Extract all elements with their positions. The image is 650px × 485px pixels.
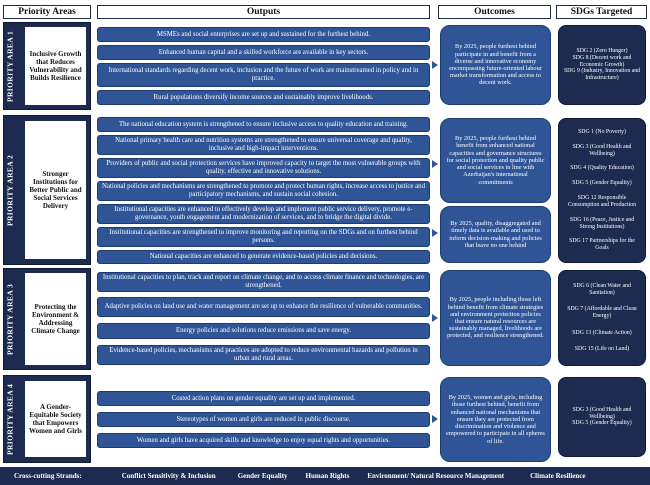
area-1-output-3: International standards regarding decent work, inclusion and the future of work are mainstreamed in policy and in practice.	[97, 63, 430, 87]
area-4-output-1: Costed action plans on gender equality are set up and implemented.	[97, 391, 430, 406]
area-2-output-1: The national education system is strengthened to ensure inclusive access to quality education and training.	[97, 117, 430, 132]
area-2-sdg-5: SDG 12 Responsible Consumption and Production	[568, 194, 636, 208]
area-3-output-1: Institutional capacities to plan, track and report on climate change, and to access climate finance and technologies, are strengthened.	[97, 272, 430, 292]
area-4-output-2: Stereotypes of women and girls are reduced in public discourse.	[97, 412, 430, 427]
area-3-output-2: Adaptive policies on land use and water management are set up to enhance the resilience of vulnerable communities.	[97, 297, 430, 317]
footer-item-conflict: Conflict Sensitivity & Inclusion	[121, 472, 216, 480]
priority-area-3-title: Protecting the Environment & Addressing Climate Change	[24, 272, 87, 366]
area-3-arrow	[432, 314, 438, 322]
area-2-output-7: National capacities are enhanced to generate evidence-based policies and decisions.	[97, 250, 430, 264]
header-sdgs: SDGs Targeted	[556, 5, 647, 19]
footer-item-climate: Climate Resilience	[530, 472, 586, 480]
area-2-arrow-1	[432, 160, 438, 168]
area-3-sdg-3: SDG 13 (Climate Action)	[572, 329, 632, 336]
area-3-sdgs	[558, 270, 646, 366]
area-2-output-2: National primary health care and nutrition systems are strengthened to ensure universal coverage and quality, inclusive and high-impact interventions.	[97, 135, 430, 155]
area-4-outcome-1: By 2025, women and girls, including those furthest behind, benefit from enhanced national mechanisms that ensure they are protected from discrimination and violence and empowered to participate in all spheres of life.	[440, 377, 551, 462]
area-2-sdg-6: SDG 16 (Peace, Justice and Strong Institutions)	[569, 216, 635, 230]
area-4-sdg-2: SDG 5 (Gender Equality)	[572, 420, 632, 427]
header-priority-areas: Priority Areas	[3, 5, 91, 19]
area-1-sdg-2: SDG 8 (Decent work and Economic Growth)	[572, 54, 632, 68]
area-3-output-3: Energy policies and solutions reduce emissions and save energy.	[97, 323, 430, 339]
area-4-sdg-1: SDG 3 (Good Health and Wellbeing)	[572, 406, 632, 420]
area-4-output-3: Women and girls have acquired skills and knowledge to enjoy equal rights and opportunities.	[97, 433, 430, 448]
area-1-output-4: Rural populations diversify income sources and sustainably improve livelihoods.	[97, 90, 430, 105]
area-3-sdg-4: SDG 15 (Life on Land)	[574, 346, 630, 353]
area-2-sdg-7: SDG 17 Partnerships for the Goals	[569, 238, 635, 252]
area-2-output-4: National policies and mechanisms are strengthened to promote and protect human rights, increase access to justice and participatory mechanisms, and sustain social cohesion.	[97, 181, 430, 201]
header-outcomes: Outcomes	[438, 5, 551, 19]
area-3-sdg-1: SDG 6 (Clean Water and Sanitation)	[573, 282, 631, 296]
footer-item-gender: Gender Equality	[237, 472, 288, 480]
header-outputs: Outputs	[97, 5, 430, 19]
priority-area-4-title: A Gender-Equitable Society that Empowers Women and Girls	[24, 380, 87, 458]
area-2-sdg-3: SDG 4 (Quality Education)	[570, 165, 634, 172]
area-2-sdg-1: SDG 1 (No Poverty)	[578, 128, 626, 135]
area-4-arrow	[432, 415, 438, 423]
area-1-output-2: Enhanced human capital and a skilled workforce are available in key sectors.	[97, 45, 430, 60]
priority-area-1-title: Inclusive Growth that Reduces Vulnerability and Builds Resilience	[24, 26, 87, 106]
area-1-sdg-3: SDG 9 (Industry, Innovation and Infrastructure)	[563, 68, 641, 82]
area-2-sdg-2: SDG 3 (Good Health and Wellbeing)	[572, 143, 632, 157]
cross-cutting-strands-bar	[0, 467, 650, 485]
area-2-outcome-1: By 2025, people furthest behind benefit from enhanced national capacities and governance structures for social protection and quality public and social services in line with Azerbaijan's international commitments	[440, 118, 551, 203]
priority-area-3-label: PRIORITY AREA 3	[5, 283, 15, 355]
area-2-output-3: Providers of public and social protection services have improved capacity to target the most vulnerable groups with quality, effective and innovative solutions.	[97, 158, 430, 178]
area-1-outcome-1: By 2025, people furthest behind participate in and benefit from a diverse and innovative economy encompassing future-oriented labour market transformation and access to decent work.	[440, 25, 551, 105]
area-2-arrow-2	[432, 229, 438, 237]
area-1-output-1: MSMEs and social enterprises are set up and sustained for the furthest behind.	[97, 27, 430, 42]
area-3-output-4: Evidence-based policies, mechanisms and practices are adopted to reduce environmental hazards and pollution in urban and rural areas.	[97, 345, 430, 365]
area-1-sdg-1: SDG 2 (Zero Hunger)	[576, 47, 628, 54]
area-4-sdgs	[558, 377, 646, 457]
area-3-sdg-2: SDG 7 (Affordable and Clean Energy)	[567, 306, 637, 320]
area-2-output-6: Institutional capacities are strengthened to improve monitoring and reporting on the SDGs and on furthest behind persons.	[97, 227, 430, 247]
footer-item-human-rights: Human Rights	[305, 472, 350, 480]
footer-label: Cross-cutting Strands:	[14, 472, 82, 480]
area-2-sdgs	[558, 118, 646, 263]
footer-item-environment: Environment/ Natural Resource Management	[367, 472, 505, 480]
priority-area-2-title: Stronger Institutions for Better Public and Social Services Delivery	[24, 120, 87, 260]
area-2-output-5: Institutional capacities are enhanced to effectively develop and implement public service delivery, promote e-governance, youth engagement and modernization of services, and to bridge the digital divide.	[97, 204, 430, 224]
area-2-sdg-4: SDG 5 (Gender Equality)	[572, 180, 632, 187]
area-1-arrow	[432, 61, 438, 69]
priority-area-1-label: PRIORITY AREA 1	[5, 30, 15, 102]
priority-area-2-label: PRIORITY AREA 2	[5, 154, 15, 226]
area-2-outcome-2: By 2025, quality, disaggregated and timely data is available and used to inform decision-making and policies that leave no one behind	[440, 206, 551, 263]
area-3-outcome-1: By 2025, people including those left behind benefit from climate strategies and environment protection policies that ensure natural resources are sustainably managed, livelihoods are protected, and resilience strengthened.	[440, 270, 551, 366]
area-1-sdgs	[558, 25, 646, 105]
priority-area-4-label: PRIORITY AREA 4	[5, 383, 15, 455]
